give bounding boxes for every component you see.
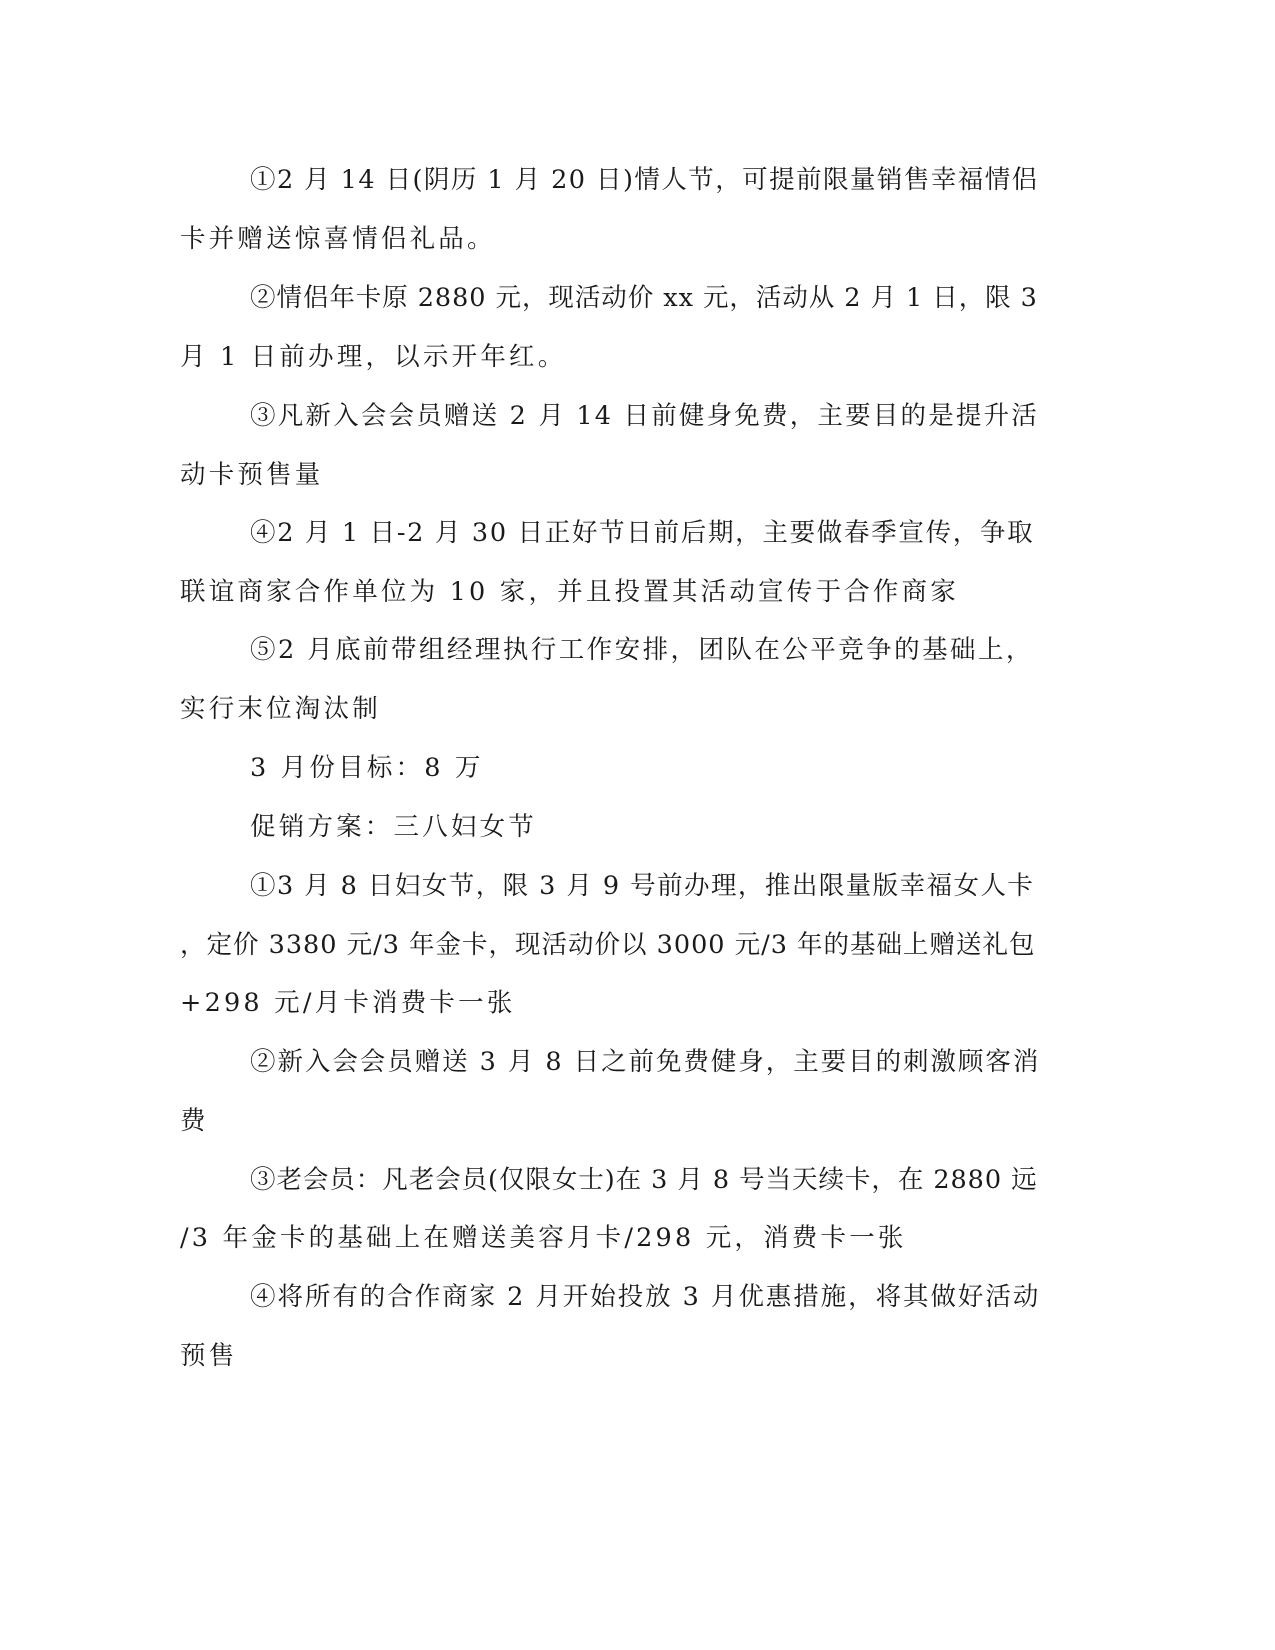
paragraph-line: ①2 月 14 日(阴历 1 月 20 日)情人节，可提前限量销售幸福情侣 — [250, 165, 1039, 195]
paragraph-line: 费 — [180, 1106, 209, 1136]
paragraph-line: 实行末位淘汰制 — [180, 694, 381, 724]
paragraph-line: 预售 — [180, 1341, 238, 1371]
paragraph-line: ④2 月 1 日-2 月 30 日正好节日前后期，主要做春季宣传，争取 — [250, 518, 1035, 548]
paragraph-line: ⑤2 月底前带组经理执行工作安排，团队在公平竞争的基础上， — [250, 635, 1034, 665]
paragraph-line: ④将所有的合作商家 2 月开始投放 3 月优惠措施，将其做好活动 — [250, 1282, 1041, 1312]
paragraph-line: /3 年金卡的基础上在赠送美容月卡/298 元，消费卡一张 — [180, 1223, 907, 1253]
paragraph-line: ，定价 3380 元/3 年金卡，现活动价以 3000 元/3 年的基础上赠送礼包 — [180, 930, 1036, 960]
section-heading-march-target: 3 月份目标：8 万 — [250, 753, 484, 783]
paragraph-line: 月 1 日前办理，以示开年红。 — [180, 342, 567, 372]
paragraph-line: ②新入会会员赠送 3 月 8 日之前免费健身，主要目的刺激顾客消 — [250, 1047, 1041, 1077]
paragraph-line: ①3 月 8 日妇女节，限 3 月 9 号前办理，推出限量版幸福女人卡 — [250, 871, 1035, 901]
paragraph-line: ②情侣年卡原 2880 元，现活动价 xx 元，活动从 2 月 1 日，限 3 — [250, 283, 1038, 313]
section-heading-promotion: 促销方案：三八妇女节 — [250, 812, 538, 842]
paragraph-line: 卡并赠送惊喜情侣礼品。 — [180, 224, 496, 254]
paragraph-line: 联谊商家合作单位为 10 家，并且投置其活动宣传于合作商家 — [180, 577, 959, 607]
paragraph-line: ③老会员：凡老会员(仅限女士)在 3 月 8 号当天续卡，在 2880 远 — [250, 1165, 1038, 1195]
paragraph-line: 动卡预售量 — [180, 460, 324, 490]
paragraph-line: ③凡新入会会员赠送 2 月 14 日前健身免费，主要目的是提升活 — [250, 401, 1039, 431]
paragraph-line: +298 元/月卡消费卡一张 — [180, 988, 516, 1018]
